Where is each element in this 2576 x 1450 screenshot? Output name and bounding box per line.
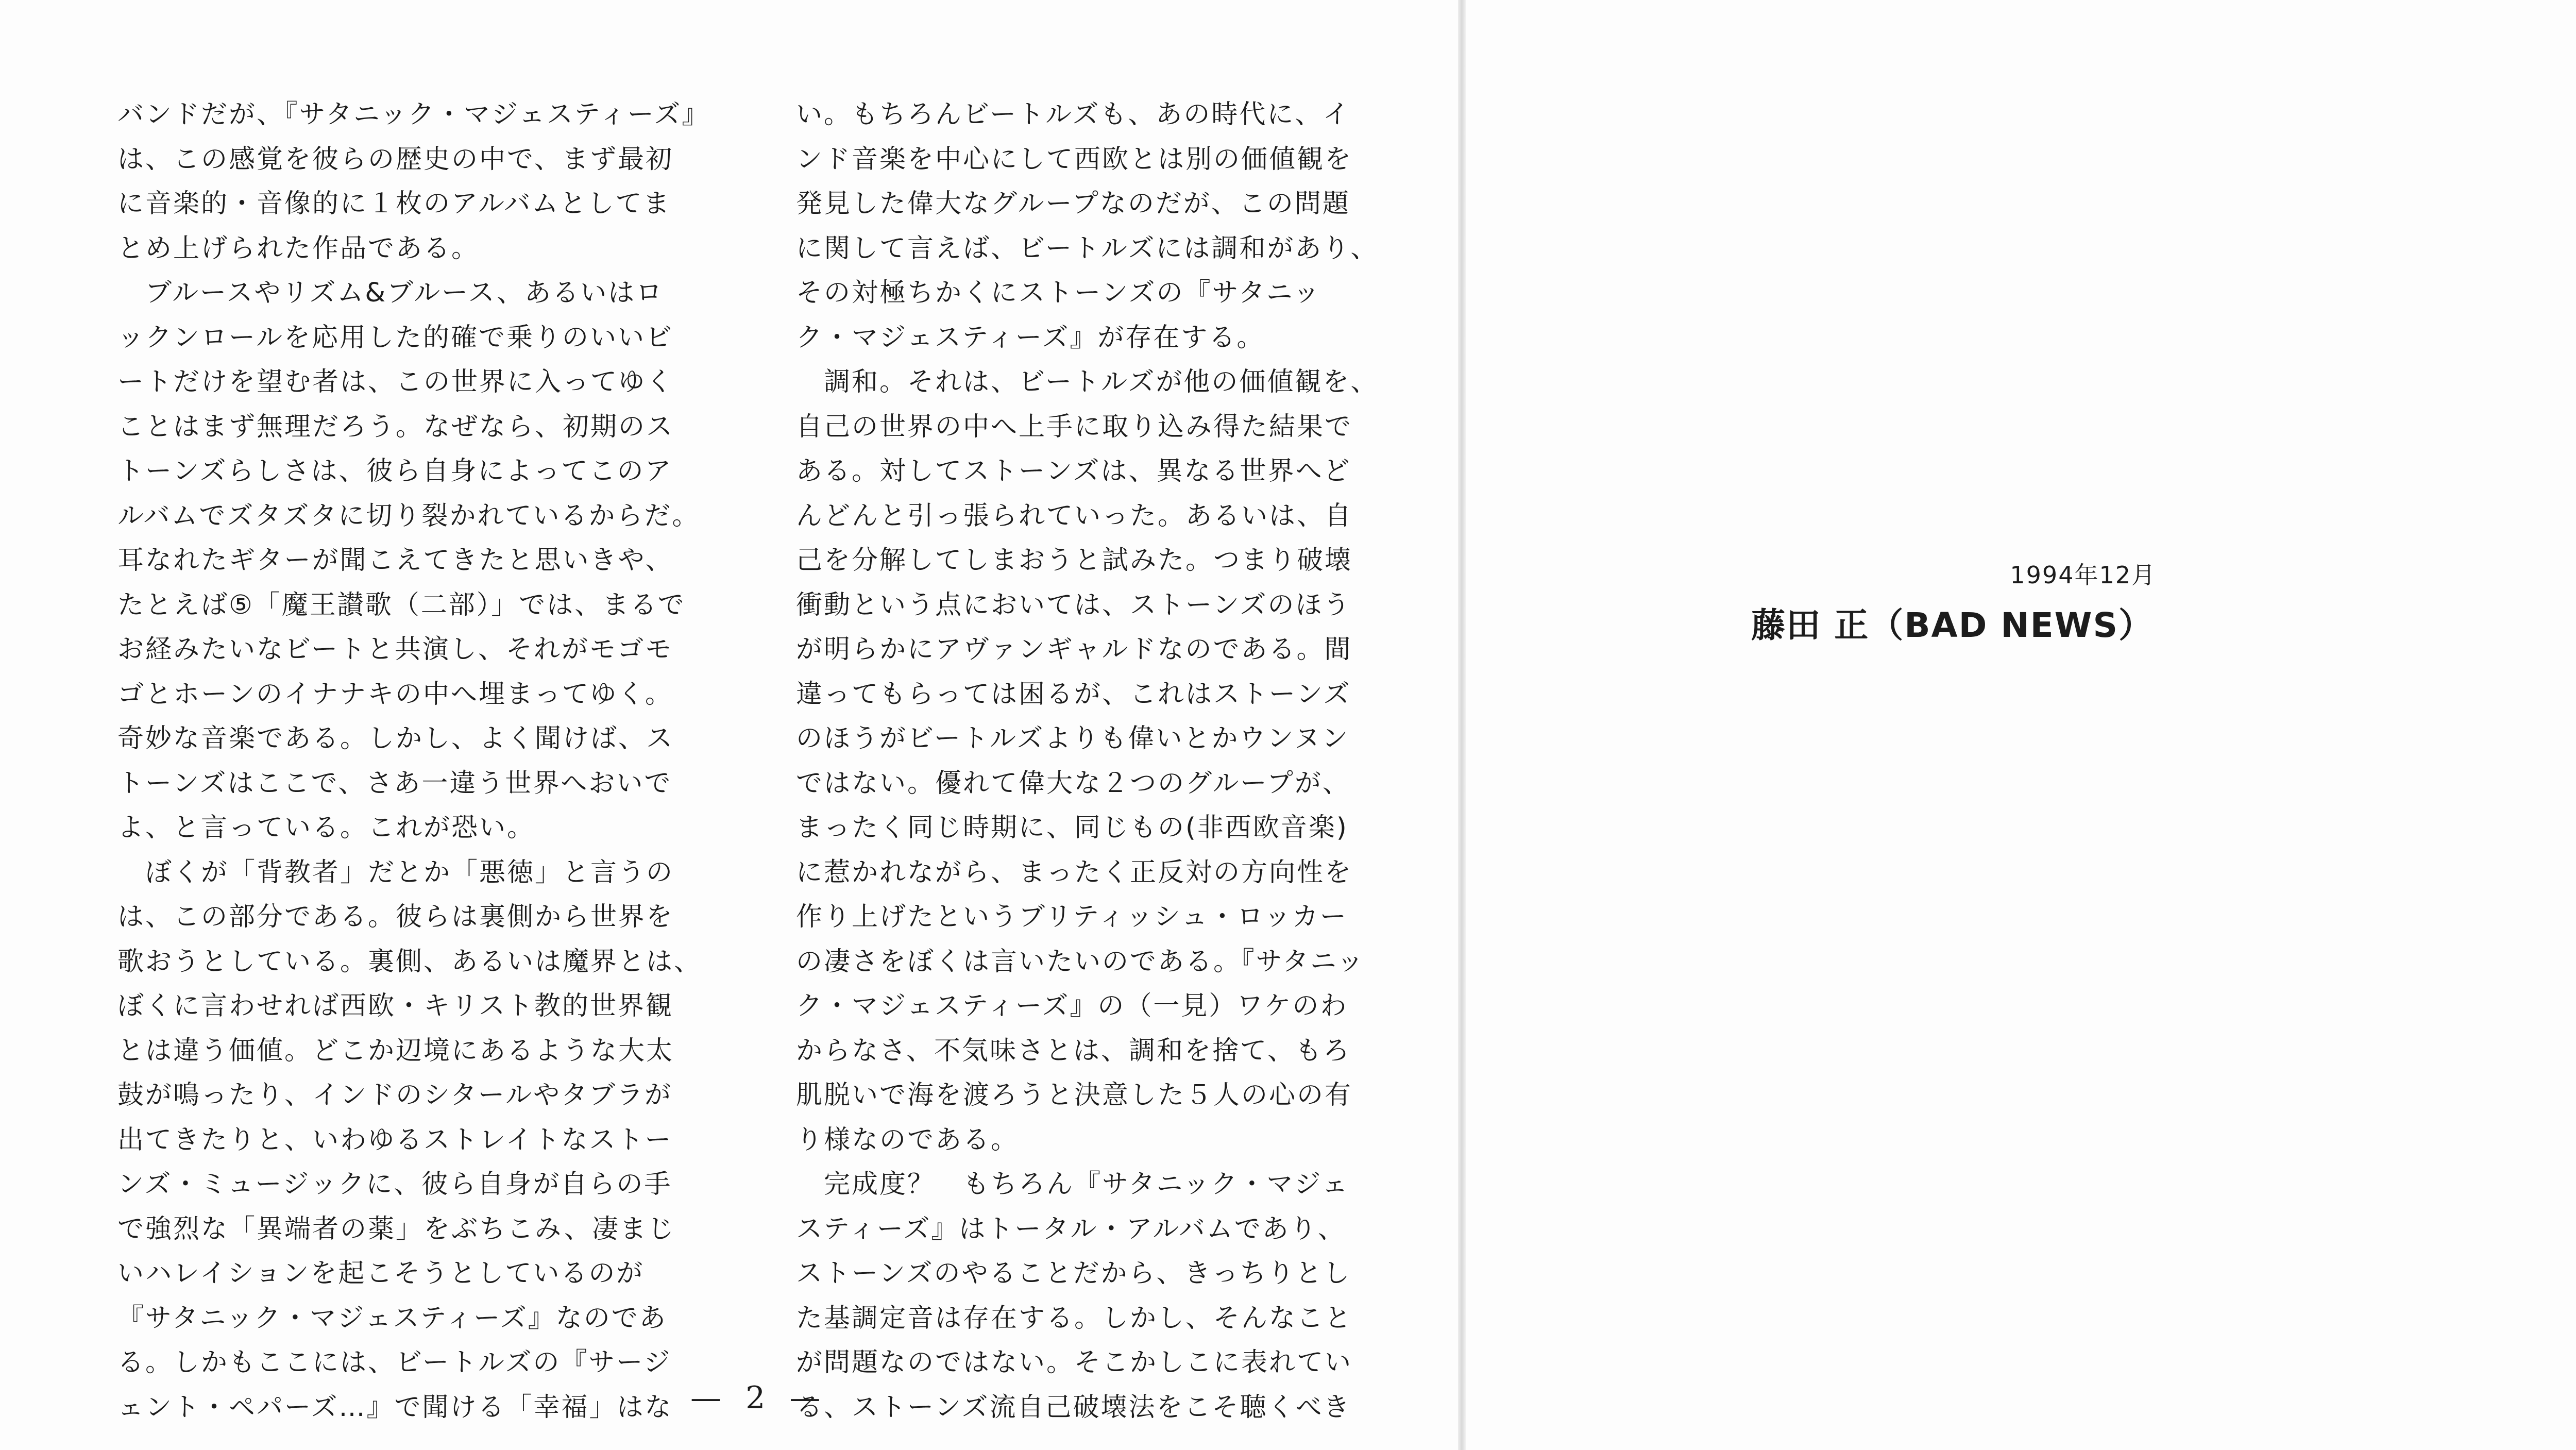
text-line: ンド音楽を中心にして西欧とは別の価値観を xyxy=(796,144,1353,175)
right-page xyxy=(1466,0,2576,1450)
text-line: ックンロールを応用した的確で乗りのいいビ xyxy=(117,322,673,353)
text-line: に惹かれながら、まったく正反対の方向性を xyxy=(796,857,1353,888)
text-line: る。しかもここには、ビートルズの『サージ xyxy=(117,1347,672,1378)
text-line: ではない。優れて偉大な２つのグループが、 xyxy=(796,768,1350,799)
text-line: は、この部分である。彼らは裏側から世界を xyxy=(117,902,674,932)
text-line: い。もちろんビートルズも、あの時代に、イ xyxy=(796,99,1351,130)
text-line: ク・マジェスティーズ』の（一見）ワケのわ xyxy=(796,991,1348,1021)
text-line: 衝動という点においては、ストーンズのほう xyxy=(796,589,1351,620)
text-line: ぼくに言わせれば西欧・キリスト教的世界観 xyxy=(117,991,673,1021)
text-line: とは違う価値。どこか辺境にあるような大太 xyxy=(117,1035,674,1066)
text-line: ェント・ペパーズ…』で聞ける「幸福」はな xyxy=(117,1392,673,1423)
text-line: よ、と言っている。これが恐い。 xyxy=(117,813,535,843)
text-line: ある。対してストーンズは、異なる世界へど xyxy=(796,456,1351,486)
text-line: に関して言えば、ビートルズには調和があり、 xyxy=(796,233,1379,264)
text-line: 自己の世界の中へ上手に取り込み得た結果で xyxy=(796,411,1353,442)
text-line: 作り上げたというブリティッシュ・ロッカー xyxy=(796,902,1348,932)
text-line: の凄さをぼくは言いたいのである。『サタニッ xyxy=(796,946,1365,977)
text-line: 耳なれたギターが聞こえてきたと思いきや、 xyxy=(117,545,673,576)
text-line: ことはまず無理だろう。なぜなら、初期のス xyxy=(117,411,674,442)
text-line: 発見した偉大なグループなのだが、この問題 xyxy=(796,189,1350,219)
text-line: トーンズらしさは、彼ら自身によってこのア xyxy=(117,456,673,486)
text-line: 調和。それは、ビートルズが他の価値観を、 xyxy=(796,367,1379,397)
text-line: ぼくが「背教者」だとか「悪徳」と言うの xyxy=(117,857,674,888)
text-line: ルバムでズタズタに切り裂かれているからだ。 xyxy=(117,500,700,531)
page-number-2: — 2 — xyxy=(690,1380,828,1416)
text-line: 出てきたりと、いわゆるストレイトなストー xyxy=(117,1124,673,1155)
text-line: は、この感覚を彼らの歴史の中で、まず最初 xyxy=(117,144,673,175)
text-line: んどんと引っ張られていった。あるいは、自 xyxy=(796,500,1353,531)
text-line: 『サタニック・マジェスティーズ』なのであ xyxy=(117,1303,667,1334)
signature-date: 1994年12月 xyxy=(2010,561,2156,589)
text-line: で強烈な「異端者の薬」をぶちこみ、凄まじ xyxy=(117,1213,676,1244)
text-line: たとえば⑤「魔王讃歌（二部）」では、まるで xyxy=(117,589,686,620)
text-line: のほうがビートルズよりも偉いとかウンヌン xyxy=(796,723,1350,754)
text-line: その対極ちかくにストーンズの『サタニッ xyxy=(796,278,1321,308)
text-line: バンドだが、『サタニック・マジェスティーズ』 xyxy=(117,99,710,130)
text-line: た基調定音は存在する。しかし、そんなこと xyxy=(796,1303,1353,1334)
text-line: 奇妙な音楽である。しかし、よく聞けば、ス xyxy=(117,723,674,754)
text-line: ク・マジェスティーズ』が存在する。 xyxy=(796,322,1265,353)
text-line: いハレイションを起こそうとしているのが xyxy=(117,1258,645,1289)
text-line: からなさ、不気味さとは、調和を捨て、もろ xyxy=(796,1035,1351,1066)
text-line: り様なのである。 xyxy=(796,1124,1019,1155)
text-line: に音楽的・音像的に１枚のアルバムとしてま xyxy=(117,189,671,219)
text-line: トーンズはここで、さあ一違う世界へおいで xyxy=(117,768,672,799)
text-line: が明らかにアヴァンギャルドなのである。間 xyxy=(796,634,1352,665)
text-line: 肌脱いで海を渡ろうと決意した５人の心の有 xyxy=(796,1080,1353,1110)
text-line: 完成度？ もちろん『サタニック・マジェ xyxy=(796,1169,1350,1200)
text-line: が問題なのではない。そこかしこに表れてい xyxy=(796,1347,1353,1378)
text-line: ートだけを望む者は、この世界に入ってゆく xyxy=(117,367,674,397)
text-line: お経みたいなビートと共演し、それがモゴモ xyxy=(117,634,673,665)
text-line: まったく同じ時期に、同じもの(非西欧音楽) xyxy=(796,813,1348,843)
text-line: スティーズ』はトータル・アルバムであり、 xyxy=(796,1213,1346,1244)
text-column-1 xyxy=(117,93,756,1430)
text-line: とめ上げられた作品である。 xyxy=(117,233,480,264)
text-line: 鼓が鳴ったり、インドのシタールやタブラが xyxy=(117,1080,672,1110)
text-line: 違ってもらっては困るが、これはストーンズ xyxy=(796,679,1351,710)
text-line: ンズ・ミュージックに、彼ら自身が自らの手 xyxy=(117,1169,672,1200)
book-gutter xyxy=(1458,0,1466,1450)
text-line: 歌おうとしている。裏側、あるいは魔界とは、 xyxy=(117,946,702,977)
text-line: ブルースやリズム&ブルース、あるいはロ xyxy=(117,278,664,308)
text-line: ストーンズのやることだから、きっちりとし xyxy=(796,1258,1351,1289)
text-line: 己を分解してしまおうと試みた。つまり破壊 xyxy=(796,545,1353,576)
text-line: る、ストーンズ流自己破壊法をこそ聴くべき xyxy=(796,1392,1351,1423)
text-line: ゴとホーンのイナナキの中へ埋まってゆく。 xyxy=(117,679,673,710)
text-column-2 xyxy=(796,93,1435,1430)
signature-author: 藤田 正（BAD NEWS） xyxy=(1751,605,2154,645)
